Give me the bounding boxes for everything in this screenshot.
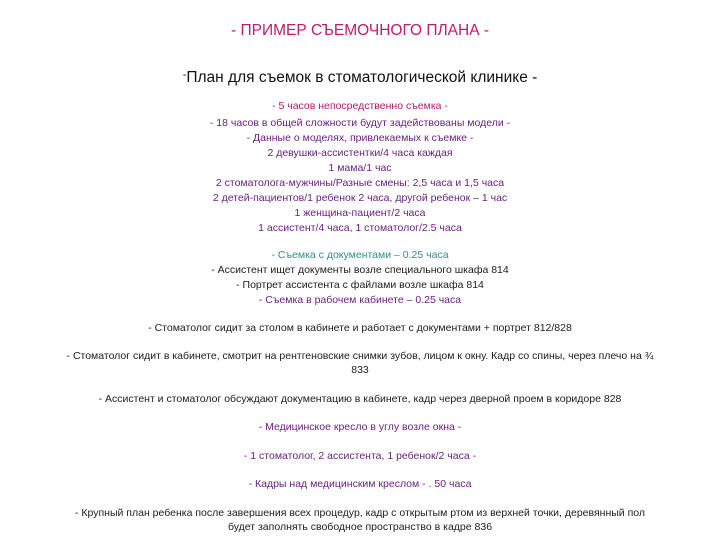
plan-line-model-hours: - 18 часов в общей сложности будут задействованы модели - — [209, 117, 511, 129]
page-title: - ПРИМЕР СЪЕМОЧНОГО ПЛАНА - — [231, 22, 489, 39]
docs-line-search: - Ассистент ищет документы возле специального шкафа 814 — [211, 264, 509, 276]
cabinet-line-xray: - Стоматолог сидит в кабинете, смотрит на рентгеновские снимки зубов, лицом к окну. Кадр со спины, через плечо на ¾ — [66, 350, 654, 362]
chair-line-people: - 1 стоматолог, 2 ассистента, 1 ребенок/2 часа - — [243, 450, 477, 462]
page-subtitle — [0, 66, 720, 87]
plan-line-dentists: 2 стоматолога-мужчины/Разные смены: 2,5 часа и 1,5 часа — [215, 177, 505, 189]
plan-line-child-patients: 2 детей-пациентов/1 ребенок 2 часа, другой ребенок – 1 час — [212, 192, 508, 204]
cabinet-line-desk: - Стоматолог сидит за столом в кабинете и работает с документами + портрет 812/828 — [148, 322, 572, 334]
subtitle-text: План для съемок в стоматологической клинике - — [186, 69, 538, 86]
chair-line-over-chair: - Кадры над медицинским креслом - . 50 часа — [248, 478, 472, 490]
cabinet-line-discussion: - Ассистент и стоматолог обсуждают документацию в кабинете, кадр через дверной проем в коридоре 828 — [98, 393, 622, 405]
docs-line-portrait: - Портрет ассистента с файлами возле шкафа 814 — [236, 279, 484, 291]
subtitle-dash: - — [182, 69, 187, 81]
plan-line-shooting-hours: - 5 часов непосредственно съемка - — [272, 100, 448, 112]
plan-line-assistant-dentist: 1 ассистент/4 часа, 1 стоматолог/2.5 часа — [258, 222, 462, 234]
cabinet-line-xray-number: 833 — [351, 364, 369, 376]
plan-line-assistants: 2 девушки-ассистентки/4 часа каждая — [267, 147, 453, 159]
chair-line-closeup: - Крупный план ребенка после завершения всех процедур, кадр с открытым ртом из верхней точки, деревянный пол — [74, 507, 645, 519]
chair-line-closeup-cont: будет заполнять свободное пространство в кадре 836 — [227, 521, 493, 533]
plan-line-mother: 1 мама/1 час — [328, 162, 392, 174]
chair-heading: - Медицинское кресло в углу возле окна - — [258, 421, 462, 433]
plan-line-woman-patient: 1 женщина-пациент/2 часа — [294, 207, 426, 219]
docs-heading: - Съемка с документами – 0.25 часа — [271, 249, 449, 261]
cabinet-heading: - Съемка в рабочем кабинете – 0.25 часа — [258, 294, 462, 306]
plan-line-model-data: - Данные о моделях, привлекаемых к съемке - — [246, 132, 474, 144]
